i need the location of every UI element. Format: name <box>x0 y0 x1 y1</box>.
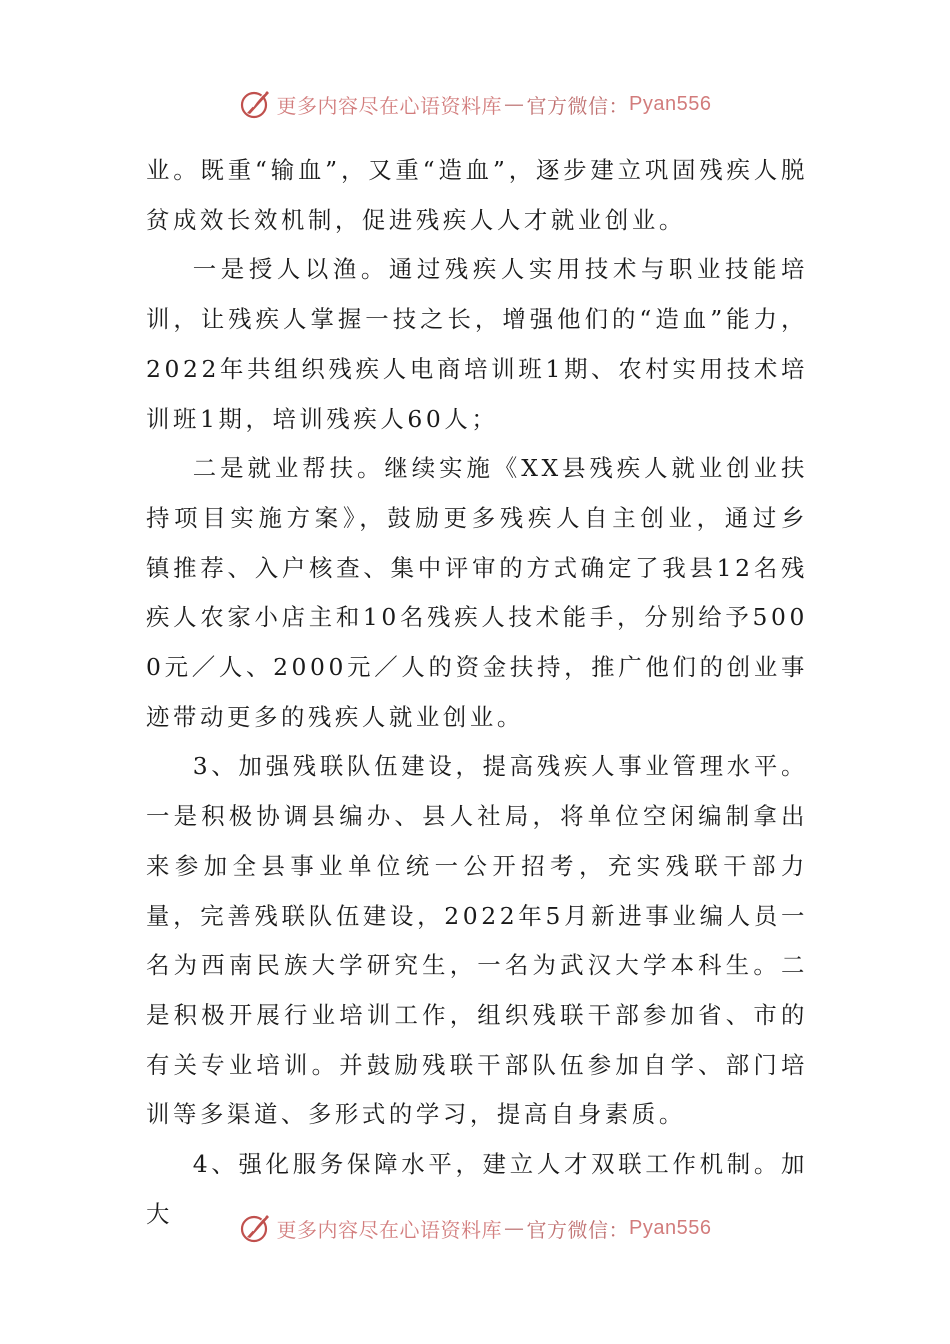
watermark-text: 更多内容尽在心语资料库 <box>276 1217 503 1242</box>
watermark-wechat-label: 官方微信： <box>526 1217 630 1242</box>
watermark-separator: — <box>504 1216 525 1240</box>
quill-logo-icon <box>239 87 273 121</box>
watermark-wechat-id: Pyan556 <box>629 1216 712 1239</box>
paragraph: 3、加强残联队伍建设，提高残疾人事业管理水平。一是积极协调县编办、县人社局，将单位空闲编制拿出来参加全县事业单位统一公开招考，充实残联干部力量，完善残联队伍建设，2022年5月新进事业编人员一名为西南民族大学研究生，一名为武汉大学本科生。二是积极开展行业培训工作，组织残联干部参加省、市的有关专业培训。并鼓励残联干部队伍参加自学、部门培训等多渠道、多形式的学习，提高自身素质。 <box>146 752 808 1129</box>
footer-watermark <box>0 1208 950 1248</box>
paragraph: 二是就业帮扶。继续实施《XX县残疾人就业创业扶持项目实施方案》，鼓励更多残疾人自主创业，通过乡镇推荐、入户核查、集中评审的方式确定了我县12名残疾人农家小店主和10名残疾人技术能手，分别给予5000元／人、2000元／人的资金扶持，推广他们的创业事迹带动更多的残疾人就业创业。 <box>146 454 808 731</box>
header-watermark <box>0 84 950 124</box>
watermark-text: 更多内容尽在心语资料库 <box>276 93 503 118</box>
paragraph: 一是授人以渔。通过残疾人实用技术与职业技能培训，让残疾人掌握一技之长，增强他们的“造血”能力，2022年共组织残疾人电商培训班1期、农村实用技术培训班1期，培训残疾人60人； <box>146 255 808 433</box>
document-body <box>146 146 808 1239</box>
watermark-separator: — <box>504 92 525 116</box>
watermark-wechat-id: Pyan556 <box>629 92 712 115</box>
quill-logo-icon <box>239 1211 273 1245</box>
watermark-wechat-label: 官方微信： <box>526 93 630 118</box>
paragraph: 业。既重“输血”，又重“造血”，逐步建立巩固残疾人脱贫成效长效机制，促进残疾人人才就业创业。 <box>146 156 808 234</box>
paragraph: 4、强化服务保障水平，建立人才双联工作机制。加大 <box>146 1150 808 1228</box>
